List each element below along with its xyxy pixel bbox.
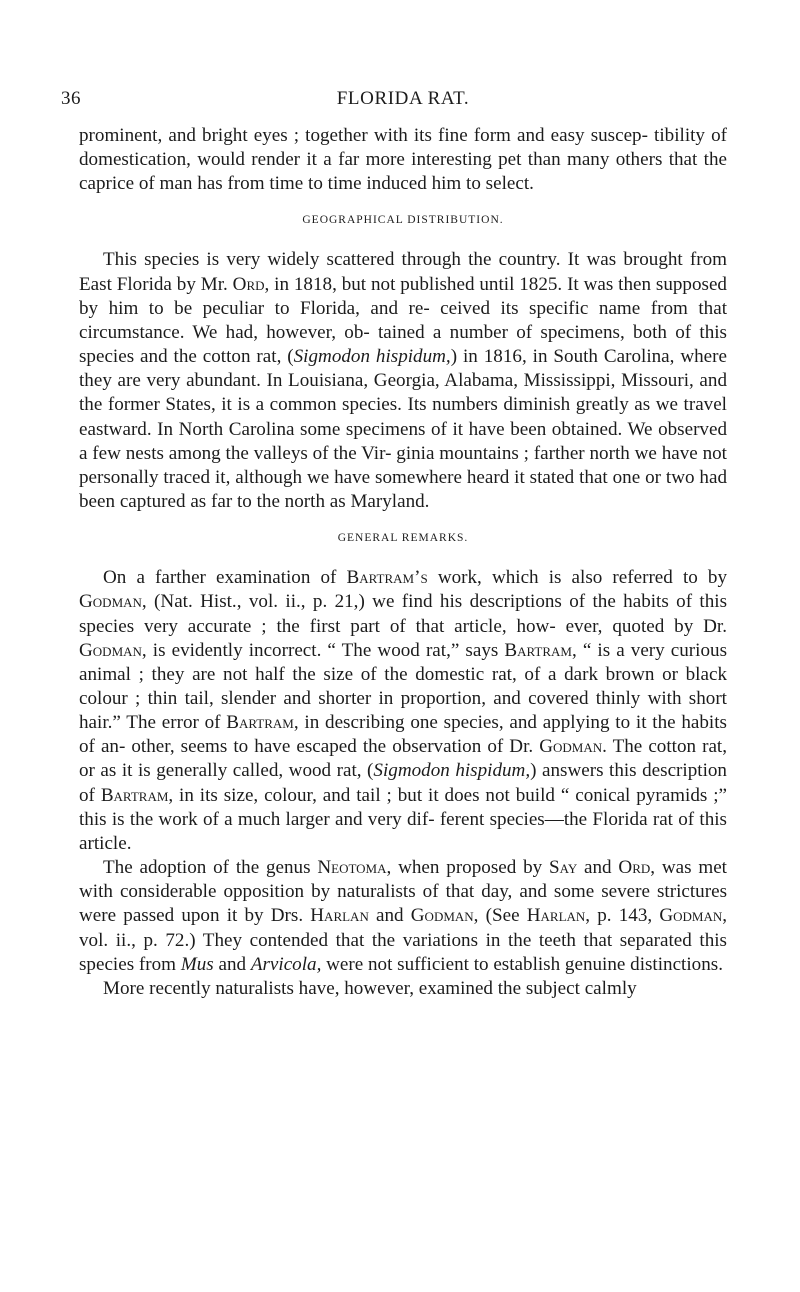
author-name: Harlan: [526, 905, 586, 927]
species-name: Sigmodon hispidum,: [373, 760, 531, 782]
species-name: Sigmodon hispidum,: [293, 346, 451, 368]
genus-name: Neotoma: [317, 857, 387, 879]
author-name: Bartram: [504, 639, 572, 661]
author-name: Bartram: [226, 712, 294, 734]
genus-name: Arvicola,: [250, 953, 322, 975]
author-name: Godman: [539, 736, 603, 758]
book-page: [61, 88, 728, 1001]
geographical-distribution-paragraph: This species is very widely scattered through the country. It was brought from East Florida by Mr. Ord, in 1818, but not published until 1825. It was then supposed by him to be peculiar to Florida, and re- ceived its specific name from that circumstance. We had, however, ob- tained a number of specimens, both of this species and the cotton rat, (Sigmodon hispidum,) in 1816, in South Carolina, where they are very abundant. In Louisiana, Georgia, Alabama, Mississippi, Missouri, and the former States, it is a common species. Its numbers diminish greatly as we travel eastward. In North Carolina some specimens of it have been obtained. We observed a few nests among the valleys of the Vir- ginia mountains ; farther north we have not personally traced it, although we have somewhere heard it stated that one or two had been captured as far to the north as Maryland.: [79, 249, 727, 513]
running-title: FLORIDA RAT.: [336, 88, 470, 109]
general-remarks-paragraph-2: The adoption of the genus Neotoma, when proposed by Say and Ord, was met with considerable opposition by naturalists of that day, and some severe strictures were passed upon it by Drs. Harlan and Godman, (See Harlan, p. 143, Godman, vol. ii., p. 72.) They contended that the variations in the teeth that separated this species from Mus and Arvicola, were not sufficient to establish genuine distinctions.: [79, 857, 728, 975]
author-name: Harlan: [310, 905, 369, 927]
author-name: Godman: [410, 905, 474, 927]
author-name: Say: [549, 857, 578, 879]
author-name: Godman: [659, 905, 723, 927]
genus-name: Mus: [180, 953, 214, 975]
general-remarks-paragraph-3: More recently naturalists have, however, examined the subject calmly: [103, 977, 637, 999]
page-number: 36: [61, 88, 81, 109]
section-heading-general-remarks: GENERAL REMARKS.: [337, 532, 469, 545]
author-name: Godman: [79, 639, 142, 661]
author-name: Godman: [79, 591, 142, 613]
author-name: Bartram: [100, 784, 169, 806]
author-name: Ord: [232, 273, 265, 295]
author-name: Ord: [618, 857, 651, 879]
general-remarks-paragraph-1: On a farther examination of Bartram’s work, which is also referred to by Godman, (Nat. Hist., vol. ii., p. 21,) we find his descriptions of the habits of this species very accurate ; the first part of that article, how- ever, quoted by Dr. Godman, is evidently incorrect. “ The wood rat,” says Bartram, “ is a very curious animal ; they are not half the size of the domestic rat, of a dark brown or black colour ; thin tail, slender and shorter in proportion, and covered thinly with short hair.” The error of Bartram, in describing one species, and applying to it the habits of an- other, seems to have escaped the observation of Dr. Godman. The cotton rat, or as it is generally called, wood rat, (Sigmodon hispidum,) answers this description of Bartram, in its size, colour, and tail ; but it does not build “ conical pyramids ;” this is the work of a much larger and very dif- ferent species—the Florida rat of this article.: [79, 567, 727, 854]
continuation-paragraph: prominent, and bright eyes ; together with its fine form and easy suscep- tibility of domestication, would render it a far more interesting pet than many others that the caprice of man has from time to time induced him to select.: [79, 125, 727, 195]
running-head: [61, 88, 727, 114]
author-name: Bartram’s: [346, 567, 428, 589]
section-heading-geographical-distribution: GEOGRAPHICAL DISTRIBUTION.: [302, 214, 504, 227]
